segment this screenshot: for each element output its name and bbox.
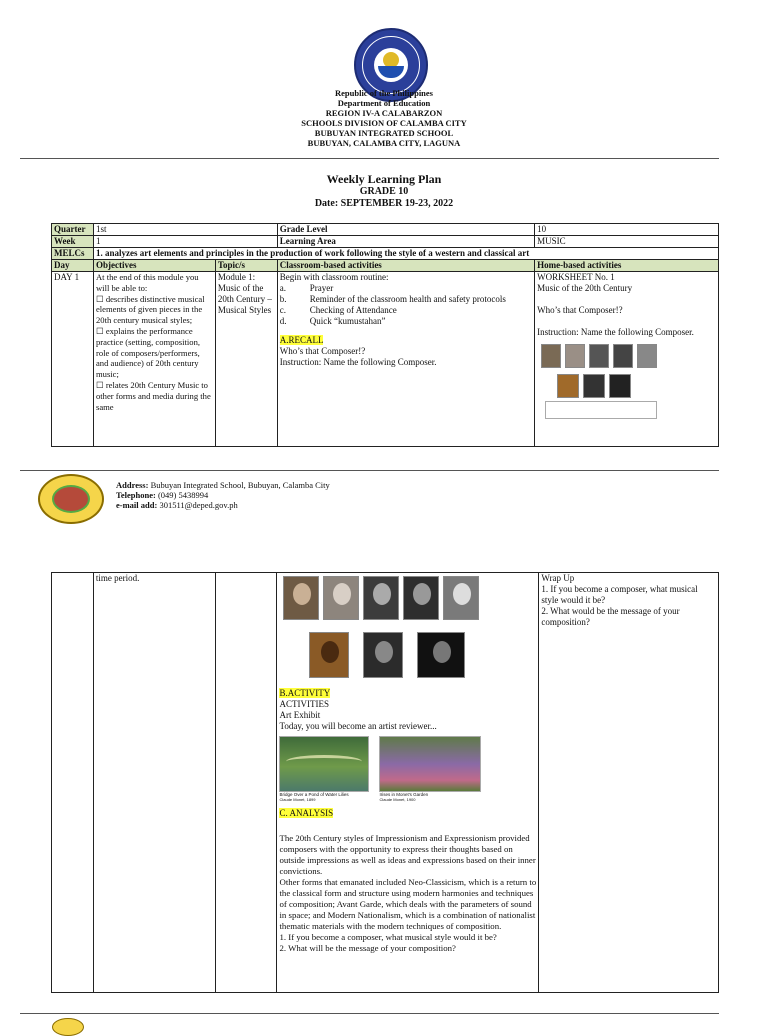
day1-classroom bbox=[277, 272, 534, 447]
week-value: 1 bbox=[93, 236, 277, 248]
week-row bbox=[52, 236, 719, 248]
school-logo-partial bbox=[52, 1018, 84, 1036]
learning-plan-table-continued bbox=[51, 572, 719, 993]
col-classroom: Classroom-based activities bbox=[277, 260, 534, 272]
melcs-row bbox=[52, 248, 719, 260]
home-question: Who’s that Composer!? bbox=[537, 305, 623, 315]
plan-title: Weekly Learning Plan bbox=[326, 172, 442, 186]
learning-area-label: Learning Area bbox=[277, 236, 534, 248]
painting-1-sub: Claude Monet, 1899 bbox=[279, 797, 316, 802]
wrap-up-heading: Wrap Up bbox=[541, 573, 575, 583]
composer-photo-row-1 bbox=[283, 576, 536, 620]
routine-intro: Begin with classroom routine: bbox=[279, 272, 389, 282]
analysis-heading: C. ANALYSIS bbox=[279, 808, 334, 818]
footer-divider bbox=[20, 470, 719, 471]
learning-area-value: MUSIC bbox=[535, 236, 719, 248]
art-exhibit-label: Art Exhibit bbox=[279, 710, 321, 720]
quarter-value: 1st bbox=[93, 224, 277, 236]
painting-2-caption: Irises in Monet's Garden bbox=[379, 792, 429, 797]
page2-footer-divider bbox=[20, 1013, 719, 1014]
topic-cell-empty bbox=[215, 573, 277, 993]
composer-photo bbox=[403, 576, 439, 620]
quarter-label: Quarter bbox=[52, 224, 94, 236]
objectives-continued: time period. bbox=[93, 573, 215, 993]
home-continued bbox=[539, 573, 719, 993]
composer-photo bbox=[609, 374, 631, 398]
composer-photo bbox=[363, 576, 399, 620]
composer-photo bbox=[283, 576, 319, 620]
col-day: Day bbox=[52, 260, 94, 272]
day1-home bbox=[535, 272, 719, 447]
day1-topic: Module 1: Music of the 20th Century – Musical Styles bbox=[215, 272, 277, 447]
melcs-value: 1. analyzes art elements and principles in the production of work following the style of a western and classical art bbox=[93, 248, 718, 260]
composer-photo bbox=[583, 374, 605, 398]
activities-label: ACTIVITIES bbox=[279, 699, 329, 709]
header-school: BUBUYAN INTEGRATED SCHOOL bbox=[314, 128, 454, 138]
composer-photo bbox=[613, 344, 633, 368]
composer-photo-row-2 bbox=[309, 632, 536, 678]
recall-question: Who’s that Composer!? bbox=[279, 346, 366, 356]
composer-photo bbox=[363, 632, 403, 678]
worksheet-label: WORKSHEET No. 1 bbox=[537, 272, 615, 282]
footer-telephone: Telephone: (049) 5438994 bbox=[116, 490, 209, 500]
wrap-up-q2: 2. What would be the message of your composition? bbox=[541, 606, 680, 627]
home-instruction: Instruction: Name the following Composer. bbox=[537, 327, 694, 337]
header-department: Department of Education bbox=[337, 98, 431, 108]
name-choices-box bbox=[545, 401, 657, 419]
date-title: Date: SEPTEMBER 19-23, 2022 bbox=[314, 198, 454, 209]
routine-item: b. Reminder of the classroom health and safety protocols bbox=[279, 294, 506, 304]
grade-level-value: 10 bbox=[535, 224, 719, 236]
header-address: BUBUYAN, CALAMBA CITY, LAGUNA bbox=[307, 138, 461, 148]
routine-item: a. Prayer bbox=[279, 283, 334, 293]
composer-photo bbox=[323, 576, 359, 620]
col-topics: Topic/s bbox=[215, 260, 277, 272]
footer-address: Address: Bubuyan Integrated School, Bubuyan, Calamba City bbox=[116, 480, 330, 490]
painting-2 bbox=[379, 736, 481, 802]
recall-heading: A.RECALL bbox=[279, 335, 324, 345]
composer-photo bbox=[589, 344, 609, 368]
composer-photo bbox=[637, 344, 657, 368]
worksheet-composer-photos-row2 bbox=[557, 374, 716, 398]
grade-title: GRADE 10 bbox=[359, 186, 409, 197]
col-home: Home-based activities bbox=[535, 260, 719, 272]
header-region: REGION IV-A CALABARZON bbox=[325, 108, 443, 118]
recall-instruction: Instruction: Name the following Composer. bbox=[279, 357, 437, 367]
quarter-row bbox=[52, 224, 719, 236]
paintings-row bbox=[279, 736, 536, 802]
week-label: Week bbox=[52, 236, 94, 248]
painting-2-sub: Claude Monet, 1900 bbox=[379, 797, 416, 802]
melcs-label: MELCs bbox=[52, 248, 94, 260]
activity-heading: B.ACTIVITY bbox=[279, 688, 331, 698]
header-division: SCHOOLS DIVISION OF CALAMBA CITY bbox=[301, 118, 467, 128]
composer-photo bbox=[443, 576, 479, 620]
day1-row bbox=[52, 272, 719, 447]
school-logo bbox=[38, 474, 104, 524]
painting-bridge-image bbox=[279, 736, 369, 792]
analysis-text: The 20th Century styles of Impressionism and Expressionism provided composers with the opportunity to express their thoughts based on outside impressions as well as ideas and expressions based on their inner convictions. Other forms that emanated included Neo-Classicism, which is a return to the classical form and structure using modern harmonies and techniques of composition; Avant Garde, which deals with the parameters of sound in space; and Modern Nationalism, which is a combination of nationalist thematic materials with the modern techniques of composition. 1. If you become a composer, what musical style would it be? 2. What will be the message of your composition? bbox=[279, 833, 537, 953]
grade-level-label: Grade Level bbox=[277, 224, 534, 236]
painting-irises-image bbox=[379, 736, 481, 792]
classroom-continued bbox=[277, 573, 539, 993]
footer-email: e-mail add: 301511@deped.gov.ph bbox=[116, 500, 238, 510]
worksheet-composer-photos bbox=[541, 344, 716, 368]
learning-plan-table bbox=[51, 223, 719, 447]
wrap-up-q1: 1. If you become a composer, what musical style would it be? bbox=[541, 584, 698, 605]
column-header-row bbox=[52, 260, 719, 272]
day1-row-continued bbox=[52, 573, 719, 993]
painting-1-caption: Bridge Over a Pond of Water Lilies bbox=[279, 792, 349, 797]
composer-photo bbox=[557, 374, 579, 398]
col-objectives: Objectives bbox=[93, 260, 215, 272]
routine-item: c. Checking of Attendance bbox=[279, 305, 397, 315]
routine-item: d. Quick “kumustahan” bbox=[279, 316, 386, 326]
composer-photo bbox=[309, 632, 349, 678]
day-cell-empty bbox=[52, 573, 94, 993]
composer-photo bbox=[565, 344, 585, 368]
header-divider bbox=[20, 158, 719, 159]
header-republic: Republic of the Philippines bbox=[334, 88, 433, 98]
day1-label: DAY 1 bbox=[52, 272, 94, 447]
art-reviewer-text: Today, you will become an artist reviewer... bbox=[279, 721, 437, 731]
composer-photo bbox=[417, 632, 465, 678]
composer-photo bbox=[541, 344, 561, 368]
painting-1 bbox=[279, 736, 369, 802]
home-topic: Music of the 20th Century bbox=[537, 283, 633, 293]
day1-objectives: At the end of this module you will be able to: ☐ describes distinctive musical elements of given pieces in the 20th century musical styles; ☐ explains the performance practice (setting, composition, role of composers/performers, and audience) of 20th century music; ☐ relates 20th Century Music to other forms and media during the same bbox=[93, 272, 215, 447]
